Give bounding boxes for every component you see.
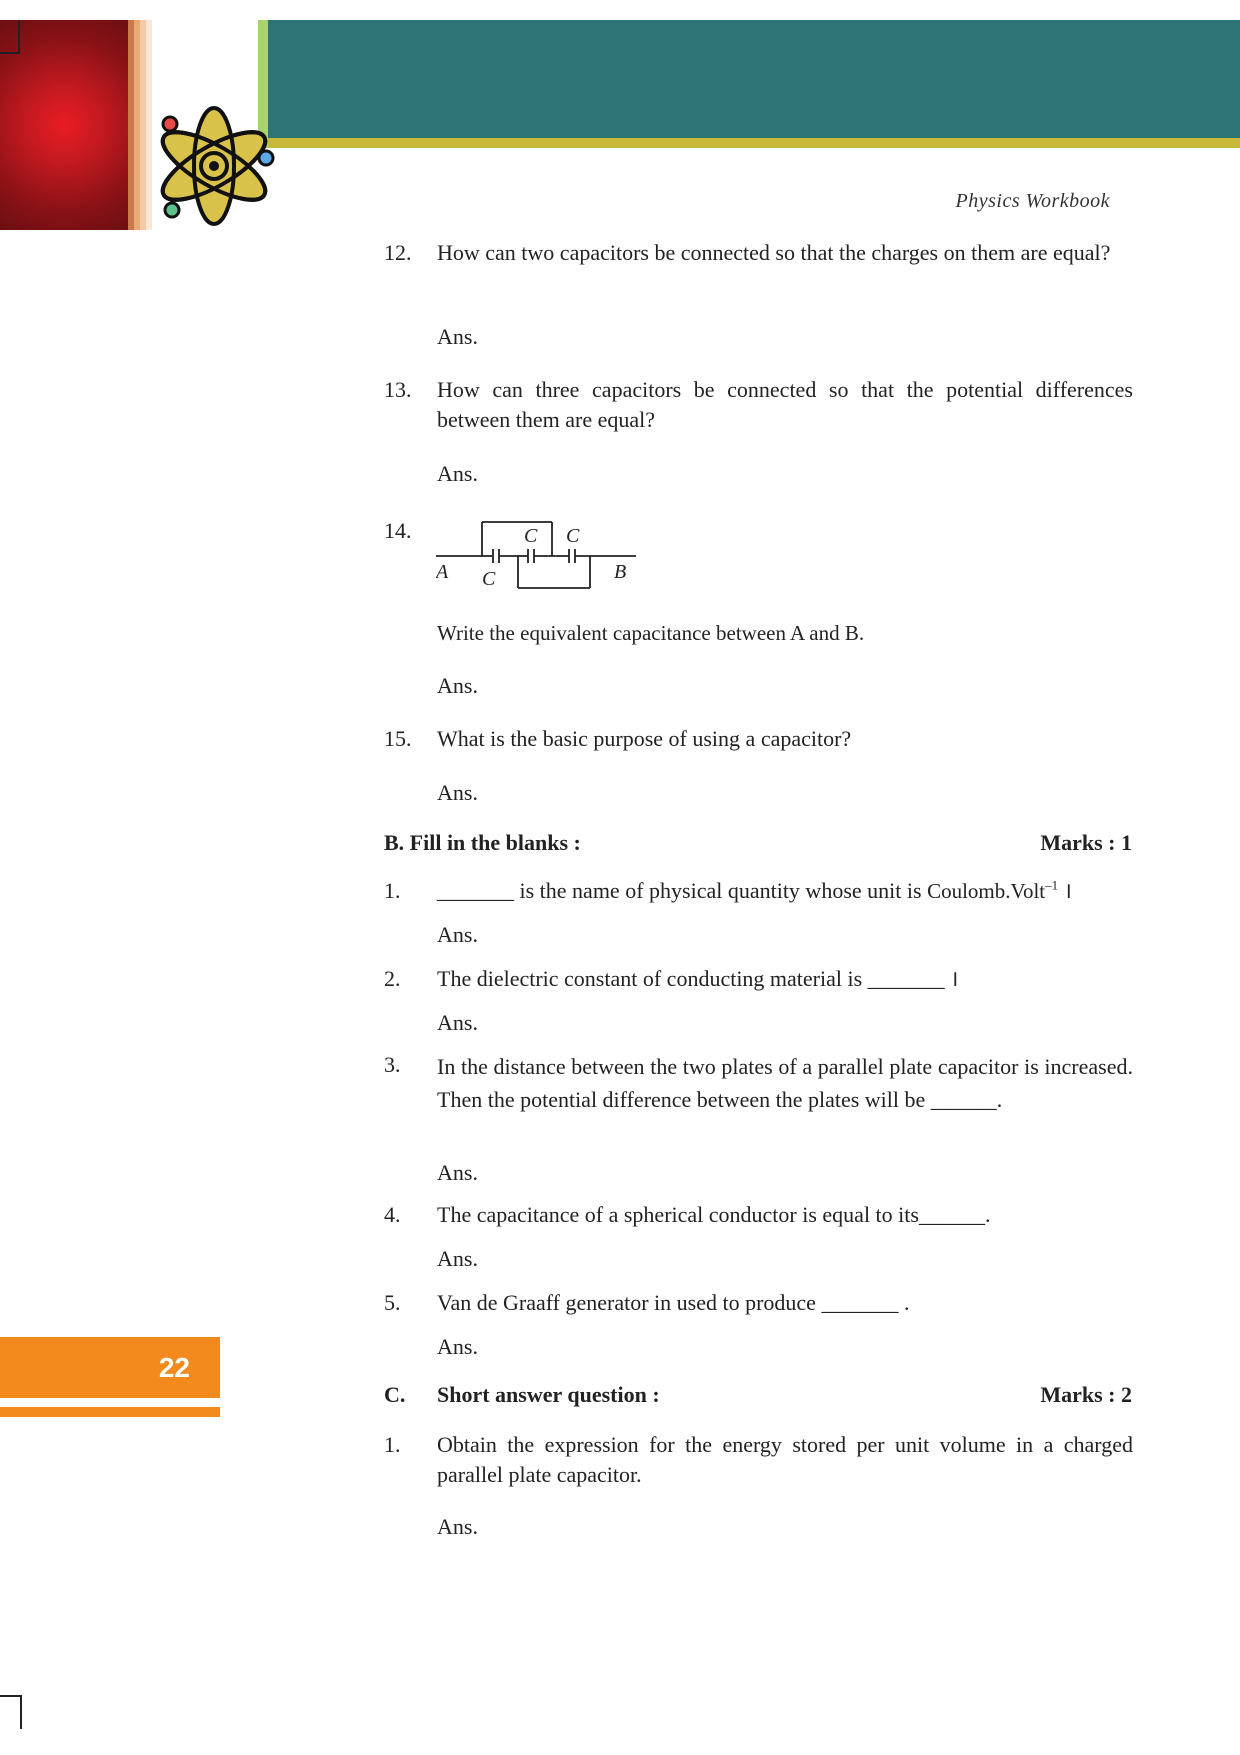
answer-label: Ans. bbox=[437, 1160, 478, 1185]
answer-label: Ans. bbox=[437, 1246, 478, 1271]
crop-mark bbox=[0, 1695, 20, 1697]
circuit-label-b: B bbox=[614, 561, 627, 583]
page-number: 22 bbox=[0, 1337, 220, 1398]
atom-icon bbox=[148, 100, 280, 232]
answer-label: Ans. bbox=[437, 461, 478, 486]
question-number: 1. bbox=[384, 1432, 401, 1457]
section-c-marks: Marks : 2 bbox=[1040, 1382, 1132, 1407]
question-number: 1. bbox=[384, 878, 401, 903]
header-teal-band bbox=[268, 20, 1240, 138]
answer-label: Ans. bbox=[437, 1514, 478, 1539]
question-number: 14. bbox=[384, 518, 412, 543]
answer-label: Ans. bbox=[437, 1334, 478, 1359]
page-tab-underline bbox=[0, 1407, 220, 1417]
question-text: Van de Graaff generator in used to produce _______ . bbox=[437, 1290, 910, 1315]
question-number: 3. bbox=[384, 1052, 401, 1077]
circuit-label-a: A bbox=[436, 561, 449, 583]
question-text: Write the equivalent capacitance between A and B. bbox=[437, 621, 865, 645]
running-head: Physics Workbook bbox=[955, 190, 1110, 212]
crop-mark bbox=[20, 1695, 22, 1729]
question-number: 12. bbox=[384, 240, 412, 265]
answer-label: Ans. bbox=[437, 673, 478, 698]
section-b-marks: Marks : 1 bbox=[1040, 830, 1132, 855]
header-yellow-band bbox=[268, 138, 1240, 148]
section-c-title: Short answer question : bbox=[437, 1382, 660, 1407]
section-b-title: B. Fill in the blanks : bbox=[384, 830, 581, 855]
question-text: _______ is the name of physical quantity whose unit is Coulomb.Volt$^{-1}$ । bbox=[437, 877, 1072, 903]
question-number: 5. bbox=[384, 1290, 401, 1315]
question-number: 15. bbox=[384, 726, 412, 751]
question-text: What is the basic purpose of using a capacitor? bbox=[437, 726, 852, 751]
answer-label: Ans. bbox=[437, 324, 478, 349]
question-text: How can three capacitors be connected so that the potential differences between them are equal? bbox=[437, 377, 1133, 432]
question-number: 4. bbox=[384, 1202, 401, 1227]
circuit-label-c: C bbox=[524, 525, 538, 547]
question-text: The capacitance of a spherical conductor is equal to its______. bbox=[437, 1202, 991, 1227]
question-text: The dielectric constant of conducting material is _______ । bbox=[437, 966, 959, 991]
question-text: In the distance between the two plates of a parallel plate capacitor is increased. Then the potential difference between the plates will be ______. bbox=[437, 1054, 1133, 1112]
crop-mark bbox=[0, 52, 20, 54]
answer-label: Ans. bbox=[437, 1010, 478, 1035]
question-text: How can two capacitors be connected so that the charges on them are equal? bbox=[437, 240, 1111, 265]
question-number: 13. bbox=[384, 377, 412, 402]
circuit-label-c: C bbox=[482, 568, 496, 590]
answer-label: Ans. bbox=[437, 780, 478, 805]
circuit-label-c: C bbox=[566, 525, 580, 547]
crop-mark bbox=[18, 20, 20, 54]
capacitor-circuit-diagram bbox=[436, 516, 646, 596]
question-text: Obtain the expression for the energy stored per unit volume in a charged parallel plate capacitor. bbox=[437, 1432, 1133, 1487]
section-c-number: C. bbox=[384, 1382, 406, 1407]
answer-label: Ans. bbox=[437, 922, 478, 947]
question-number: 2. bbox=[384, 966, 401, 991]
